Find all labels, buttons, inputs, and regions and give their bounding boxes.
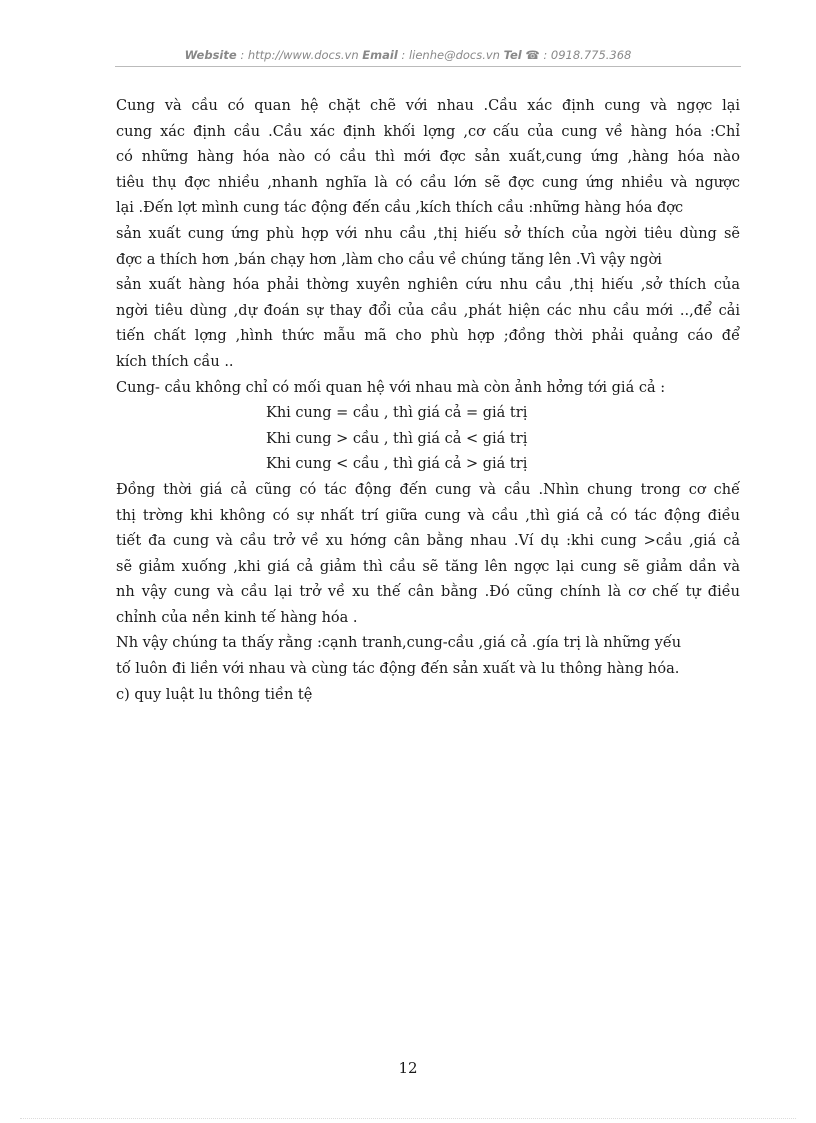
body-line: ngời tiêu dùng ,dự đoán sự thay đổi của cầu ,phát hiện các nhu cầu mới ..,để cải <box>116 302 740 319</box>
body-line: sẽ giảm xuống ,khi giá cả giảm thì cầu sẽ tăng lên ngợc lại cung sẽ giảm dần và <box>116 558 740 575</box>
document-body <box>116 94 740 708</box>
body-line: nh vậy cung và cầu lại trở về xu thế cân bằng .Đó cũng chính là cơ chế tự điều <box>116 584 740 601</box>
website-value: : http://www.docs.vn <box>236 48 363 62</box>
page-header <box>0 48 816 62</box>
paragraph-line: Cung- cầu không chỉ có mối quan hệ với nhau mà còn ảnh hởng tới giá cả : <box>116 379 666 396</box>
website-label: Website <box>184 48 237 62</box>
body-line: kích thích cầu .. <box>116 353 234 370</box>
tel-value: ☎ : 0918.775.368 <box>521 48 632 62</box>
body-line: sản xuất cung ứng phù hợp với nhu cầu ,thị hiếu sở thích của ngời tiêu dùng sẽ <box>116 225 740 242</box>
tel-label: Tel <box>503 48 522 62</box>
section-heading: c) quy luật lu thông tiền tệ <box>116 686 313 703</box>
body-line: có những hàng hóa nào có cầu thì mới đợc sản xuất,cung ứng ,hàng hóa nào <box>116 149 740 166</box>
body-line: thị trờng khi không có sự nhất trí giữa cung và cầu ,thì giá cả có tác động điều <box>116 507 740 524</box>
equation-line: Khi cung < cầu , thì giá cả > giá trị <box>266 456 528 473</box>
body-line: tố luôn đi liền với nhau và cùng tác động đến sản xuất và lu thông hàng hóa. <box>116 661 680 678</box>
equation-line: Khi cung > cầu , thì giá cả < giá trị <box>266 430 528 447</box>
body-line: lại .Đến lợt mình cung tác động đến cầu ,kích thích cầu :những hàng hóa đợc <box>116 200 684 217</box>
email-label: Email <box>362 48 398 62</box>
body-line: Cung và cầu có quan hệ chặt chẽ với nhau .Cầu xác định cung và ngợc lại <box>116 98 740 114</box>
body-line: đợc a thích hơn ,bán chạy hơn ,làm cho cầu về chúng tăng lên .Vì vậy ngời <box>116 251 662 268</box>
footer-divider <box>20 1118 796 1119</box>
body-line: Nh vậy chúng ta thấy rằng :cạnh tranh,cung-cầu ,giá cả .gía trị là những yếu <box>116 635 682 652</box>
body-line: chỉnh của nền kinh tế hàng hóa . <box>116 609 358 626</box>
page-number: 12 <box>398 1059 418 1077</box>
equation-line: Khi cung = cầu , thì giá cả = giá trị <box>266 405 528 422</box>
body-line: tiêu thụ đợc nhiều ,nhanh nghĩa là có cầu lớn sẽ đợc cung ứng nhiều và ngược <box>116 174 740 191</box>
body-line: tiến chất lợng ,hình thức mẫu mã cho phù hợp ;đồng thời phải quảng cáo để <box>116 328 740 345</box>
body-line: sản xuất hàng hóa phải thờng xuyên nghiên cứu nhu cầu ,thị hiếu ,sở thích của <box>116 277 740 294</box>
header-divider <box>115 66 741 67</box>
body-line: tiết đa cung và cầu trở về xu hớng cân bằng nhau .Ví dụ :khi cung >cầu ,giá cả <box>116 533 740 550</box>
body-line: Đồng thời giá cả cũng có tác động đến cung và cầu .Nhìn chung trong cơ chế <box>116 481 740 498</box>
body-line: cung xác định cầu .Cầu xác định khối lợng ,cơ cấu của cung về hàng hóa :Chỉ <box>116 123 740 140</box>
email-value: : lienhe@docs.vn <box>397 48 504 62</box>
